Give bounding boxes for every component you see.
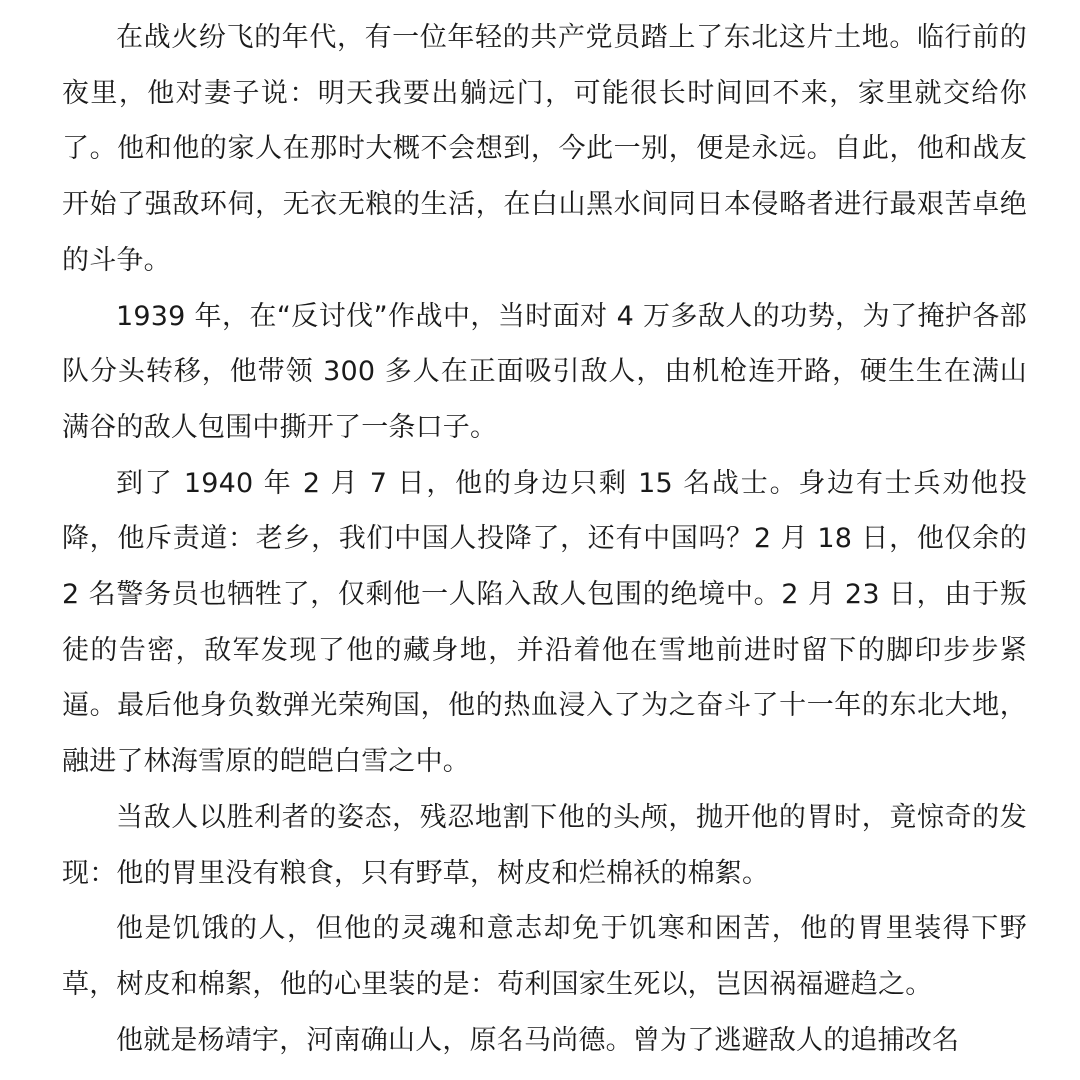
document-page [62, 10, 1027, 1068]
paragraph-5: 他是饥饿的人，但他的灵魂和意志却免于饥寒和困苦，他的胃里装得下野草，树皮和棉絮，他的心里装的是：苟利国家生死以，岂因祸福避趋之。 [62, 913, 1027, 1000]
paragraph-6: 他就是杨靖宇，河南确山人，原名马尚德。曾为了逃避敌人的追捕改名 [116, 1024, 960, 1056]
paragraph-3: 到了 1940 年 2 月 7 日，他的身边只剩 15 名战士。身边有士兵劝他投降，他斥责道：老乡，我们中国人投降了，还有中国吗？2 月 18 日，他仅余的 2 名警务员也牺牲了，仅剩他一人陷入敌人包围的绝境中。2 月 23 日，由于叛徒的告密，敌军发现了他的藏身地，并沿着他在雪地前进时留下的脚印步步紧逼。最后他身负数弹光荣殉国，他的热血浸入了为之奋斗了十一年的东北大地，融进了林海雪原的皑皑白雪之中。 [62, 467, 1027, 778]
paragraph-2: 1939 年，在“反讨伐”作战中，当时面对 4 万多敌人的功势，为了掩护各部队分头转移，他带领 300 多人在正面吸引敌人，由机枪连开路，硬生生在满山满谷的敌人包围中撕开了一条口子。 [62, 300, 1027, 443]
paragraph-1: 在战火纷飞的年代，有一位年轻的共产党员踏上了东北这片土地。临行前的夜里，他对妻子说：明天我要出躺远门，可能很长时间回不来，家里就交给你了。他和他的家人在那时大概不会想到，今此一别，便是永远。自此，他和战友开始了强敌环伺，无衣无粮的生活，在白山黑水间同日本侵略者进行最艰苦卓绝的斗争。 [62, 22, 1027, 276]
paragraph-4: 当敌人以胜利者的姿态，残忍地割下他的头颅，抛开他的胃时，竟惊奇的发现：他的胃里没有粮食，只有野草，树皮和烂棉袄的棉絮。 [62, 801, 1027, 889]
